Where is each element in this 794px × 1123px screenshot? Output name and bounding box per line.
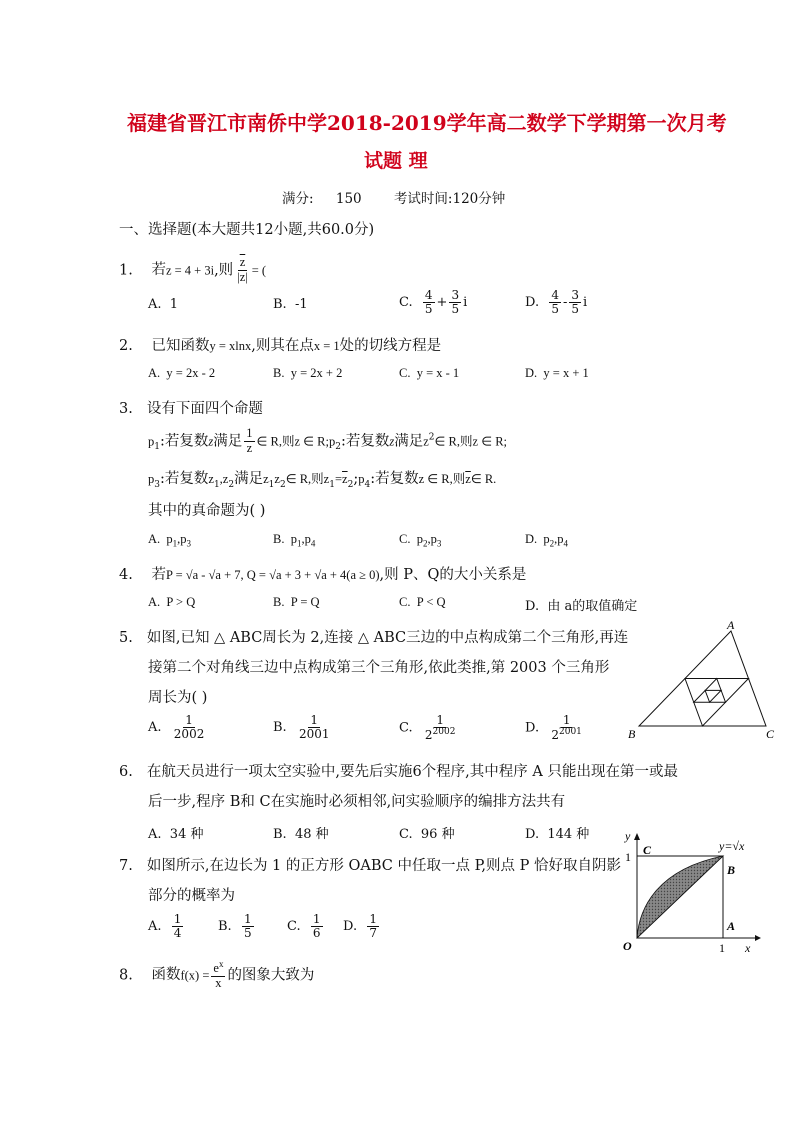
page-title: 福建省晋江市南侨中学2018-2019学年高二数学下学期第一次月考	[127, 111, 727, 135]
label-C: C	[766, 727, 775, 741]
q5-triangle-figure	[620, 615, 785, 745]
q7-line-2: 部分的概率为	[148, 888, 235, 904]
question-7: 7. 如图所示,在边长为 1 的正方形 OABC 中任取一点 P,则点 P 恰好取自阴影	[119, 858, 622, 874]
q1-frac-den: |z|	[237, 269, 248, 284]
q1-option-b: B. -1	[273, 297, 308, 312]
q4-option-c: C. P < Q	[399, 595, 446, 609]
label-B: B	[628, 727, 636, 741]
q7-option-c: C. $\frac{1}{6}$	[287, 912, 321, 941]
question-1	[119, 256, 266, 285]
score-label: 满分:	[282, 191, 314, 207]
svg-text:C: C	[643, 843, 652, 857]
q2-option-d: D. y = x + 1	[525, 366, 589, 380]
q6-option-c: C. 96 种	[399, 827, 455, 842]
score-value: 150	[335, 191, 362, 207]
q3-line-p1p2: $p_1$:若复数z满足 $\frac{1}{z}$ ∈ R,则z ∈ $R;p_2$:若复数z满足$z^2\in$ R,则z ∈ R;	[148, 426, 508, 455]
q7-option-b: B. $\frac{1}{5}$	[218, 912, 252, 941]
q3-option-a: A. $p_1,p_3$	[148, 532, 192, 549]
q5-option-b: B. $\frac{1}{2001}$	[273, 713, 330, 742]
q4-option-a: A. P > Q	[148, 595, 196, 609]
q5-line-3: 周长为( )	[148, 690, 208, 706]
time-label: 考试时间:120分钟	[393, 191, 506, 207]
label-A: A	[727, 618, 735, 632]
question-3: 3. 设有下面四个命题	[119, 401, 263, 417]
svg-text:1: 1	[625, 850, 631, 864]
question-4: 4. 若P = √a - √a + 7, Q = √a + 3 + √a + 4(a ≥ 0),则 P、Q的大小关系是	[119, 567, 527, 583]
q7-option-a: A. $\frac{1}{4}$	[148, 912, 182, 941]
q7-square-figure	[615, 830, 765, 955]
q3-option-d: D. $p_2,p_4$	[525, 532, 569, 549]
q2-option-a: A. y = 2x - 2	[148, 366, 216, 380]
q5-option-a: A. $\frac{1}{2002}$	[148, 713, 205, 742]
question-5: 5. 如图,已知 △ ABC周长为 2,连接 △ ABC三边的中点构成第二个三角形,再连	[119, 630, 629, 646]
question-6: 6. 在航天员进行一项太空实验中,要先后实施6个程序,其中程序 A 只能出现在第一或最	[119, 764, 678, 780]
section-header: 一、选择题(本大题共12小题,共60.0分)	[119, 222, 375, 238]
question-2: 2. 已知函数y = xlnx,则其在点x = 1处的切线方程是	[119, 338, 442, 354]
q3-line-p3p4: $p_3$:若复数$z_1,z_2$满足$z_1z_2\in$ R,则$z_1=\overline{z}_2;p_4$:若复数z ∈ R,则$\overline{z}\in$ R.	[148, 471, 497, 490]
q2-option-c: C. y = x - 1	[399, 366, 460, 380]
q3-ask: 其中的真命题为( )	[148, 503, 266, 519]
q5-option-c: C. $\frac{1}{2^{2002}}$	[399, 713, 456, 743]
q1-mid: ,则	[214, 262, 234, 279]
svg-text:A: A	[727, 919, 736, 933]
q3-option-c: C. $p_2,p_3$	[399, 532, 442, 549]
svg-text:x: x	[745, 941, 751, 955]
svg-text:y: y	[625, 830, 631, 843]
triangle-4	[705, 690, 721, 702]
q1-pre: 若	[151, 262, 166, 279]
svg-text:y=√x: y=√x	[719, 839, 745, 853]
q6-line-2: 后一步,程序 B和 C在实施时必须相邻,问实验顺序的编排方法共有	[148, 794, 566, 810]
q6-option-b: B. 48 种	[273, 827, 329, 842]
q3-option-b: B. $p_1,p_4$	[273, 532, 316, 549]
page-subtitle: 试题 理	[364, 150, 428, 172]
q1-option-c: C. $\frac{4}{5}$ + $\frac{3}{5}$ i	[399, 288, 468, 317]
q7-option-d: D. $\frac{1}{7}$	[343, 912, 377, 941]
q1-number: 1.	[119, 262, 133, 279]
q1-option-a: A. 1	[148, 297, 179, 312]
svg-text:O: O	[623, 939, 632, 953]
q2-option-b: B. y = 2x + 2	[273, 366, 343, 380]
exam-meta	[282, 187, 505, 207]
q5-line-2: 接第二个对角线三边中点构成第三个三角形,依此类推,第 2003 个三角形	[148, 660, 610, 676]
svg-text:B: B	[727, 863, 736, 877]
question-8: 8. 函数f(x) = $\frac{e^x}{x}$ 的图象大致为	[119, 959, 315, 990]
q1-frac-num: $\overline{z}$	[239, 255, 246, 269]
q1-post: = (	[251, 263, 267, 278]
q6-option-a: A. 34 种	[148, 827, 204, 842]
q5-option-d: D. $\frac{1}{2^{2001}}$	[525, 713, 582, 743]
q6-option-d: D. 144 种	[525, 827, 590, 842]
q1-option-d: D. $\frac{4}{5}$ - $\frac{3}{5}$ i	[525, 288, 588, 317]
q4-option-d: D. 由 a的取值确定	[525, 599, 638, 614]
svg-text:1: 1	[719, 941, 725, 955]
q4-option-b: B. P = Q	[273, 595, 320, 609]
q1-expr: z = 4 + 3i	[165, 263, 215, 278]
